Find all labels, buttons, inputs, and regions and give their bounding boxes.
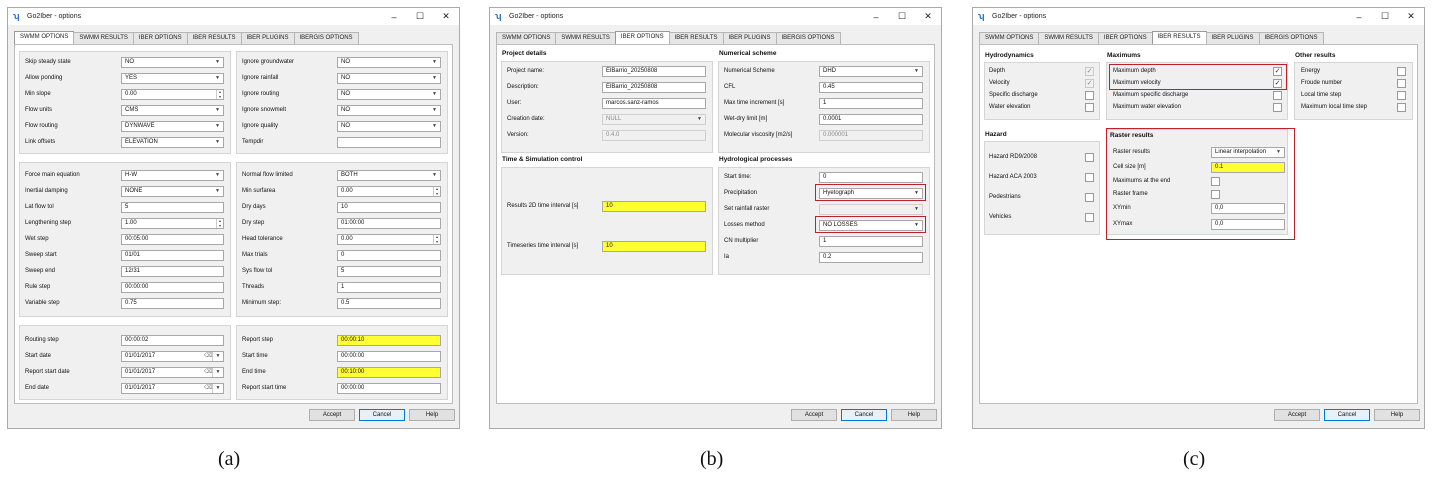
flow-routing-select[interactable]: DYNWAVE ▼: [121, 121, 224, 132]
dynwave-options-group: [19, 162, 231, 317]
other-results-group: [1294, 62, 1413, 120]
report-start-date-label: Report start date: [25, 369, 70, 375]
chevron-down-icon: ▼: [432, 75, 437, 81]
project-name-input[interactable]: ElBarrio_20250808: [602, 66, 706, 77]
report-start-time-input[interactable]: 00:00:00: [337, 383, 441, 394]
user-label: User:: [507, 100, 522, 106]
skip-steady-state-label: Skip steady state: [25, 59, 71, 65]
threads-input[interactable]: 1: [337, 282, 441, 293]
froude-number-checkbox[interactable]: [1397, 79, 1406, 88]
ignore-routing-label: Ignore routing: [242, 91, 280, 97]
pedestrians-label: Pedestrians: [989, 194, 1021, 200]
ia-input[interactable]: 0.2: [819, 252, 923, 263]
ia-label: Ia: [724, 254, 730, 260]
end-time-input[interactable]: 00:10:00: [337, 367, 441, 378]
clear-icon: ⌫: [204, 353, 213, 359]
max-trials-input[interactable]: 0: [337, 250, 441, 261]
chevron-down-icon: ▼: [432, 107, 437, 113]
raster-results-title: Raster results: [1110, 132, 1154, 139]
min-surfarea-label: Min surfarea: [242, 188, 276, 194]
precipitation-highlight: [815, 184, 926, 201]
chevron-down-icon: ▼: [914, 222, 919, 228]
minimum-step-input[interactable]: 0.5: [337, 298, 441, 309]
tab-ibergis-options[interactable]: IBERGIS OPTIONS: [776, 32, 841, 44]
chevron-down-icon: ▼: [215, 75, 220, 81]
time-simulation-group: [501, 167, 713, 275]
cancel-button[interactable]: Cancel: [1324, 409, 1370, 421]
user-input[interactable]: marcos.sanz-ramos: [602, 98, 706, 109]
variable-step-label: Variable step: [25, 300, 60, 306]
hydrological-processes-title: Hydrological processes: [719, 156, 793, 163]
min-slope-spinbox[interactable]: 0.00 ▲ ▼: [121, 89, 224, 100]
raster-frame-label: Raster frame: [1113, 191, 1148, 197]
tab-swmm-options[interactable]: SWMM OPTIONS: [979, 32, 1039, 44]
tab-iber-options[interactable]: IBER OPTIONS: [133, 32, 188, 44]
routing-step-label: Routing step: [25, 337, 59, 343]
close-icon[interactable]: ✕: [924, 11, 932, 21]
chevron-down-icon: ▼: [212, 352, 223, 361]
caption-b: (b): [700, 448, 724, 470]
allow-ponding-select[interactable]: YES ▼: [121, 73, 224, 84]
title-bar: [973, 8, 1424, 25]
chevron-down-icon: ▼: [215, 59, 220, 65]
vehicles-checkbox[interactable]: [1085, 213, 1094, 222]
cell-size-input[interactable]: 0.1: [1211, 162, 1285, 173]
app-icon: ʮ: [13, 11, 20, 21]
allow-ponding-label: Allow ponding: [25, 75, 63, 81]
tab-iber-results[interactable]: IBER RESULTS: [187, 32, 242, 44]
title-bar: [8, 8, 459, 25]
chevron-down-icon: ▼: [432, 172, 437, 178]
water-elevation-label: Water elevation: [989, 104, 1031, 110]
maximum-specific-discharge-label: Maximum specific discharge: [1113, 92, 1189, 98]
tab-ibergis-options[interactable]: IBERGIS OPTIONS: [1259, 32, 1324, 44]
flow-units-label: Flow units: [25, 107, 53, 113]
maximum-specific-discharge-checkbox[interactable]: [1273, 91, 1282, 100]
maximum-velocity-label: Maximum velocity: [1113, 80, 1161, 86]
hazard-rd9-label: Hazard RD9/2008: [989, 154, 1038, 160]
ignore-routing-select[interactable]: NO ▼: [337, 89, 441, 100]
minimum-step-label: Minimum step:: [242, 300, 282, 306]
accept-button[interactable]: Accept: [309, 409, 355, 421]
start-time-label: Start time: [242, 353, 268, 359]
report-step-label: Report step: [242, 337, 274, 343]
sys-flow-tol-label: Sys flow tol: [242, 268, 273, 274]
project-details-group: [501, 61, 713, 153]
head-tolerance-label: Head tolerance: [242, 236, 283, 242]
maximize-icon[interactable]: ☐: [1380, 11, 1390, 21]
chevron-down-icon: ▼: [215, 139, 220, 145]
ignore-rainfall-label: Ignore rainfall: [242, 75, 279, 81]
tab-bar: [14, 32, 358, 44]
raster-results-select[interactable]: Linear interpolation ▼: [1211, 147, 1285, 158]
tab-iber-results[interactable]: IBER RESULTS: [669, 32, 724, 44]
timeseries-interval-input[interactable]: 10: [602, 241, 706, 252]
flow-routing-label: Flow routing: [25, 123, 58, 129]
ignore-quality-select[interactable]: NO ▼: [337, 121, 441, 132]
ignore-quality-label: Ignore quality: [242, 123, 279, 129]
cfl-input[interactable]: 0.45: [819, 82, 923, 93]
link-offsets-select[interactable]: ELEVATION ▼: [121, 137, 224, 148]
start-time-label: Start time:: [724, 174, 752, 180]
chevron-down-icon: ▼: [215, 107, 220, 113]
hydrodynamics-group: [984, 62, 1100, 120]
lengthening-step-label: Lengthening step: [25, 220, 72, 226]
froude-number-label: Froude number: [1301, 80, 1343, 86]
losses-method-select[interactable]: NO LOSSES ▼: [819, 220, 923, 231]
hazard-group: [984, 141, 1100, 235]
hazard-aca-checkbox[interactable]: [1085, 173, 1094, 182]
results-2d-interval-input[interactable]: 10: [602, 201, 706, 212]
end-date-picker[interactable]: 01/01/2017 ⌫ ▼: [121, 383, 224, 394]
spin-arrows-icon: ▲ ▼: [216, 219, 223, 228]
dry-days-label: Dry days: [242, 204, 266, 210]
tab-iber-options[interactable]: IBER OPTIONS: [1098, 32, 1153, 44]
help-button[interactable]: Help: [409, 409, 455, 421]
hazard-rd9-checkbox[interactable]: [1085, 153, 1094, 162]
force-main-equation-label: Force main equation: [25, 172, 80, 178]
chevron-down-icon: ▼: [432, 59, 437, 65]
tempdir-input[interactable]: [337, 137, 441, 148]
tempdir-label: Tempdir: [242, 139, 264, 145]
help-button[interactable]: Help: [1374, 409, 1420, 421]
maximum-local-time-step-checkbox[interactable]: [1397, 103, 1406, 112]
other-results-title: Other results: [1295, 52, 1336, 59]
report-start-time-label: Report start time: [242, 385, 287, 391]
energy-checkbox[interactable]: [1397, 67, 1406, 76]
sweep-start-label: Sweep start: [25, 252, 57, 258]
chevron-down-icon: ▼: [212, 384, 223, 393]
routing-step-input[interactable]: 00:00:02: [121, 335, 224, 346]
end-time-label: End time: [242, 369, 266, 375]
description-label: Description:: [507, 84, 539, 90]
energy-label: Energy: [1301, 68, 1321, 74]
chevron-down-icon: ▼: [1276, 149, 1281, 155]
numerical-scheme-label: Numerical Scheme: [724, 68, 775, 74]
version-input: 0.4.0: [602, 130, 706, 141]
report-times-group: [236, 325, 448, 400]
window-title: Go2Iber - options: [27, 13, 82, 20]
cancel-button[interactable]: Cancel: [359, 409, 405, 421]
max-trials-label: Max trials: [242, 252, 268, 258]
specific-discharge-label: Specific discharge: [989, 92, 1038, 98]
hazard-aca-label: Hazard ACA 2003: [989, 174, 1037, 180]
app-icon: ʮ: [978, 11, 985, 21]
tab-iber-options[interactable]: IBER OPTIONS: [615, 31, 670, 44]
max-time-increment-label: Max time increment [s]: [724, 100, 785, 106]
ignore-groundwater-label: Ignore groundwater: [242, 59, 295, 65]
skip-steady-state-select[interactable]: NO ▼: [121, 57, 224, 68]
wet-step-input[interactable]: 00:05:00: [121, 234, 224, 245]
cell-size-label: Cell size [m]: [1113, 164, 1146, 170]
dry-step-label: Dry step: [242, 220, 265, 226]
sweep-start-input[interactable]: 01/01: [121, 250, 224, 261]
swmm-options-panel: [14, 44, 453, 404]
lat-flow-tol-label: Lat flow tol: [25, 204, 54, 210]
flow-units-select[interactable]: CMS ▼: [121, 105, 224, 116]
chevron-down-icon: ▼: [212, 368, 223, 377]
inertial-damping-label: Inertial damping: [25, 188, 68, 194]
local-time-step-checkbox[interactable]: [1397, 91, 1406, 100]
threads-label: Threads: [242, 284, 265, 290]
clear-icon: ⌫: [204, 385, 213, 391]
set-rainfall-raster-select: [819, 204, 923, 215]
maximum-local-time-step-label: Maximum local time step: [1301, 104, 1368, 110]
min-surfarea-spinbox[interactable]: 0.00 ▲ ▼: [337, 186, 441, 197]
dates-group: [19, 325, 231, 400]
velocity-checkbox: ✓: [1086, 80, 1093, 87]
rule-step-input[interactable]: 00:00:00: [121, 282, 224, 293]
raster-results-label: Raster results: [1113, 149, 1151, 155]
xymin-label: XYmin: [1113, 205, 1131, 211]
sys-flow-tol-input[interactable]: 5: [337, 266, 441, 277]
tab-bar: [979, 32, 1323, 44]
spin-arrows-icon: ▲ ▼: [433, 235, 440, 244]
local-time-step-label: Local time step: [1301, 92, 1342, 98]
ignore-snowmelt-select[interactable]: NO ▼: [337, 105, 441, 116]
normal-flow-limited-label: Normal flow limited: [242, 172, 293, 178]
link-offsets-label: Link offsets: [25, 139, 56, 145]
timeseries-interval-label: Timeseries time interval [s]: [507, 243, 579, 249]
cn-multiplier-label: CN multiplier: [724, 238, 759, 244]
ignore-groundwater-select[interactable]: NO ▼: [337, 57, 441, 68]
ignore-snowmelt-label: Ignore snowmelt: [242, 107, 287, 113]
maximize-icon[interactable]: ☐: [897, 11, 907, 21]
tab-ibergis-options[interactable]: IBERGIS OPTIONS: [294, 32, 359, 44]
tab-swmm-results[interactable]: SWMM RESULTS: [555, 32, 616, 44]
minimize-icon[interactable]: –: [873, 11, 879, 22]
losses-method-label: Losses method: [724, 222, 765, 228]
chevron-down-icon: ▼: [432, 123, 437, 129]
chevron-down-icon: ▼: [697, 116, 702, 122]
numerical-scheme-select[interactable]: DHD ▼: [819, 66, 923, 77]
spin-arrows-icon: ▲ ▼: [433, 187, 440, 196]
vehicles-label: Vehicles: [989, 214, 1012, 220]
xymax-label: XYmax: [1113, 221, 1133, 227]
maximums-title: Maximums: [1107, 52, 1141, 59]
close-icon[interactable]: ✕: [442, 11, 450, 21]
dry-days-input[interactable]: 10: [337, 202, 441, 213]
hydrodynamics-title: Hydrodynamics: [985, 52, 1034, 59]
maximum-water-elevation-checkbox[interactable]: [1273, 103, 1282, 112]
normal-flow-limited-select[interactable]: BOTH ▼: [337, 170, 441, 181]
end-date-label: End date: [25, 385, 50, 391]
spin-arrows-icon: ▲ ▼: [216, 90, 223, 99]
start-date-label: Start date: [25, 353, 52, 359]
tab-iber-plugins[interactable]: IBER PLUGINS: [1206, 32, 1260, 44]
report-start-date-picker[interactable]: 01/01/2017 ⌫ ▼: [121, 367, 224, 378]
losses-method-highlight: [815, 216, 926, 233]
rule-step-label: Rule step: [25, 284, 51, 290]
tab-bar: [496, 32, 840, 44]
maximize-icon[interactable]: ☐: [415, 11, 425, 21]
flow-limits-group: [236, 162, 448, 317]
depth-checkbox: ✓: [1086, 68, 1093, 75]
numerical-scheme-group: [718, 61, 930, 153]
sweep-end-input[interactable]: 12/31: [121, 266, 224, 277]
maximum-depth-label: Maximum depth: [1113, 68, 1156, 74]
title-bar: [490, 8, 941, 25]
caption-a: (a): [218, 448, 241, 470]
app-icon: ʮ: [495, 11, 502, 21]
inertial-damping-select[interactable]: NONE ▼: [121, 186, 224, 197]
maximum-depth-checkbox[interactable]: ✓: [1274, 68, 1281, 75]
time-simulation-title: Time & Simulation control: [502, 156, 583, 163]
molecular-viscosity-input: 0.000001: [819, 130, 923, 141]
min-slope-label: Min slope: [25, 91, 51, 97]
numerical-scheme-title: Numerical scheme: [719, 50, 777, 57]
cn-multiplier-input[interactable]: 1: [819, 236, 923, 247]
general-options-group: [19, 51, 231, 154]
project-details-title: Project details: [502, 50, 547, 57]
precipitation-label: Precipitation: [724, 190, 758, 196]
accept-button[interactable]: Accept: [791, 409, 837, 421]
xymax-input[interactable]: 0,0: [1211, 219, 1285, 230]
wet-dry-limit-label: Wet-dry limit [m]: [724, 116, 768, 122]
maximums-highlight: [1109, 64, 1287, 90]
iber-results-panel: [979, 44, 1418, 404]
chevron-down-icon: ▼: [215, 123, 220, 129]
precipitation-select[interactable]: Hyetograph ▼: [819, 188, 923, 199]
tab-swmm-options[interactable]: SWMM OPTIONS: [14, 31, 74, 44]
tab-swmm-results[interactable]: SWMM RESULTS: [73, 32, 134, 44]
cfl-label: CFL: [724, 84, 736, 90]
chevron-down-icon: ▼: [914, 190, 919, 196]
options-window-c: [972, 7, 1425, 429]
window-title: Go2Iber - options: [992, 13, 1047, 20]
maximum-water-elevation-label: Maximum water elevation: [1113, 104, 1182, 110]
molecular-viscosity-label: Molecular viscosity [m2/s]: [724, 132, 793, 138]
start-time-input[interactable]: 00:00:00: [337, 351, 441, 362]
ignore-options-group: [236, 51, 448, 154]
force-main-equation-select[interactable]: H-W ▼: [121, 170, 224, 181]
chevron-down-icon: ▼: [914, 68, 919, 74]
sweep-end-label: Sweep end: [25, 268, 56, 274]
accept-button[interactable]: Accept: [1274, 409, 1320, 421]
tab-iber-plugins[interactable]: IBER PLUGINS: [241, 32, 295, 44]
lat-flow-tol-input[interactable]: 5: [121, 202, 224, 213]
dry-step-input[interactable]: 01:00:00: [337, 218, 441, 229]
help-button[interactable]: Help: [891, 409, 937, 421]
start-time-input[interactable]: 0: [819, 172, 923, 183]
results-2d-interval-label: Results 2D time interval [s]: [507, 203, 579, 209]
cancel-button[interactable]: Cancel: [841, 409, 887, 421]
minimize-icon[interactable]: –: [391, 11, 397, 22]
set-rainfall-raster-label: Set rainfall raster: [724, 206, 770, 212]
caption-c: (c): [1183, 448, 1206, 470]
ignore-rainfall-select[interactable]: NO ▼: [337, 73, 441, 84]
xymin-input[interactable]: 0,0: [1211, 203, 1285, 214]
pedestrians-checkbox[interactable]: [1085, 193, 1094, 202]
iber-options-panel: [496, 44, 935, 404]
chevron-down-icon: ▼: [215, 172, 220, 178]
start-date-picker[interactable]: 01/01/2017 ⌫ ▼: [121, 351, 224, 362]
chevron-down-icon: ▼: [215, 188, 220, 194]
velocity-label: Velocity: [989, 80, 1010, 86]
water-elevation-checkbox[interactable]: [1085, 103, 1094, 112]
tab-iber-results[interactable]: IBER RESULTS: [1152, 31, 1207, 44]
hazard-title: Hazard: [985, 131, 1007, 138]
lengthening-step-spinbox[interactable]: 1.00 ▲ ▼: [121, 218, 224, 229]
chevron-down-icon: ▼: [432, 91, 437, 97]
depth-label: Depth: [989, 68, 1006, 74]
wet-step-label: Wet step: [25, 236, 49, 242]
maximum-velocity-checkbox[interactable]: ✓: [1274, 80, 1281, 87]
clear-icon: ⌫: [204, 369, 213, 375]
tab-swmm-options[interactable]: SWMM OPTIONS: [496, 32, 556, 44]
report-step-input[interactable]: 00:00:10: [337, 335, 441, 346]
options-window-b: [489, 7, 942, 429]
tab-swmm-results[interactable]: SWMM RESULTS: [1038, 32, 1099, 44]
tab-iber-plugins[interactable]: IBER PLUGINS: [723, 32, 777, 44]
version-label: Version:: [507, 132, 529, 138]
maximums-at-end-label: Maximums at the end: [1113, 178, 1171, 184]
creation-date-select: NULL ▼: [602, 114, 706, 125]
variable-step-input[interactable]: 0.75: [121, 298, 224, 309]
raster-results-highlight: [1106, 128, 1295, 240]
head-tolerance-spinbox[interactable]: 0.00 ▲ ▼: [337, 234, 441, 245]
specific-discharge-checkbox[interactable]: [1085, 91, 1094, 100]
options-window-a: [7, 7, 460, 429]
chevron-down-icon: ▼: [914, 206, 919, 212]
creation-date-label: Creation date:: [507, 116, 545, 122]
max-time-increment-input[interactable]: 1: [819, 98, 923, 109]
wet-dry-limit-input[interactable]: 0.0001: [819, 114, 923, 125]
window-title: Go2Iber - options: [509, 13, 564, 20]
minimize-icon[interactable]: –: [1356, 11, 1362, 22]
project-name-label: Project name:: [507, 68, 545, 74]
description-input[interactable]: ElBarrio_20250808: [602, 82, 706, 93]
close-icon[interactable]: ✕: [1407, 11, 1415, 21]
